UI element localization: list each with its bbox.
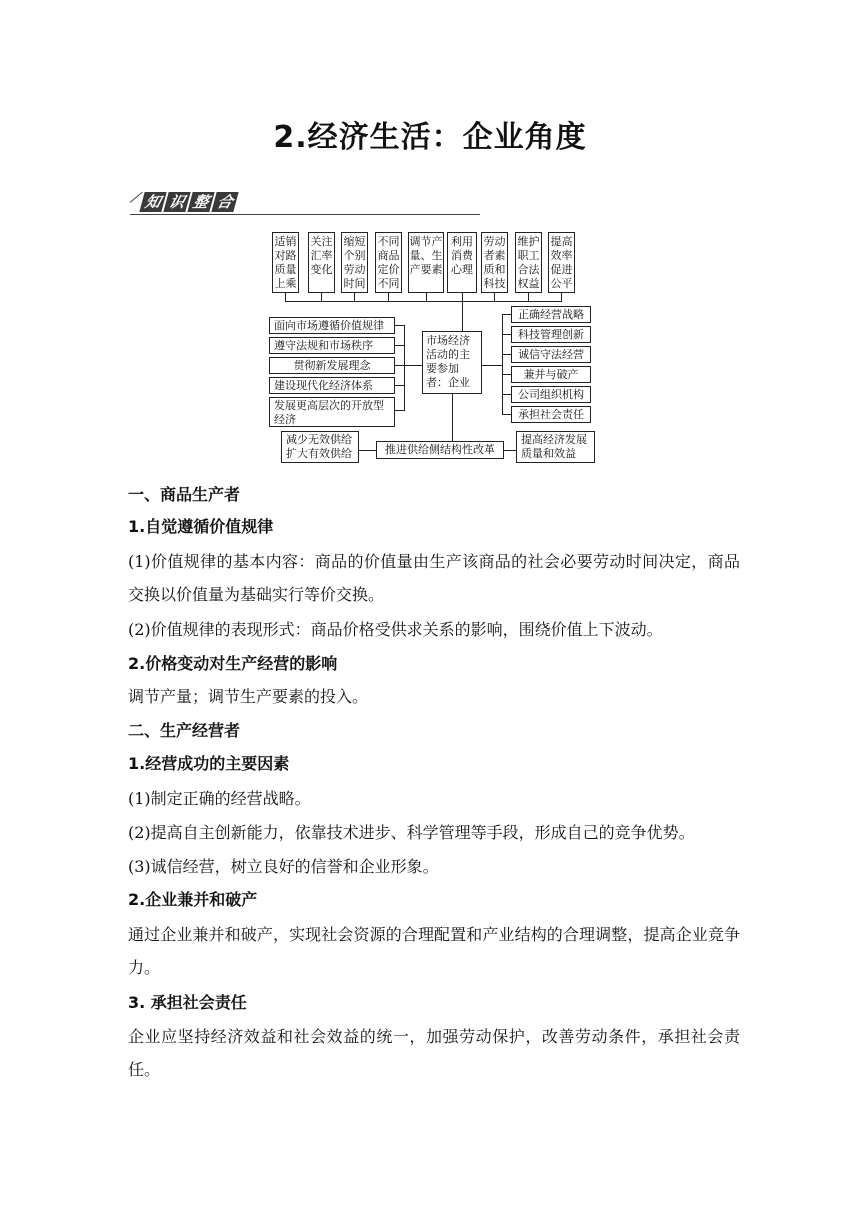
top-box-label: 利用消费心理 <box>451 235 473 276</box>
paragraph: (1)制定正确的经营战略。 <box>128 789 311 808</box>
left-box: 建设现代化经济体系 <box>269 377 395 394</box>
top-box <box>375 232 402 293</box>
top-box-label: 适销对路质量上乘 <box>274 235 297 290</box>
connector <box>395 385 404 386</box>
connector <box>321 293 322 301</box>
connector <box>426 293 427 301</box>
top-box-label: 关注汇率变化 <box>310 235 333 276</box>
right-box: 兼并与破产 <box>511 366 591 383</box>
paragraph: (2)提高自主创新能力，依靠技术进步、科学管理等手段，形成自己的竞争优势。 <box>128 823 695 842</box>
sub-heading: 2.价格变动对生产经营的影响 <box>128 654 338 673</box>
right-box: 诚信守法经营 <box>511 346 591 363</box>
banner-slash <box>130 192 143 203</box>
banner-char: 合 <box>211 192 238 212</box>
section-banner <box>130 190 480 218</box>
connector <box>404 325 405 411</box>
connector <box>561 293 562 301</box>
banner-tag <box>142 192 238 214</box>
top-box-label: 提高效率促进公平 <box>550 235 573 290</box>
connector <box>395 325 404 326</box>
connector <box>462 293 463 331</box>
connector <box>502 314 503 415</box>
right-box: 公司组织机构 <box>511 386 591 403</box>
banner-char: 整 <box>187 192 214 212</box>
paragraph: 企业应坚持经济效益和社会效益的统一，加强劳动保护，改善劳动条件，承担社会责任。 <box>128 1027 740 1079</box>
connector <box>502 414 511 415</box>
connector <box>494 293 495 301</box>
sub-heading: 1.经营成功的主要因素 <box>128 754 290 773</box>
connector <box>482 365 502 366</box>
sub-heading: 3. 承担社会责任 <box>128 993 247 1012</box>
connector <box>395 410 404 411</box>
connector <box>504 450 516 451</box>
connector <box>528 293 529 301</box>
left-box: 发展更高层次的开放型经济 <box>269 397 395 427</box>
top-box-label: 缩短个别劳动时间 <box>343 235 366 290</box>
left-box: 面向市场遵循价值规律 <box>269 317 395 334</box>
top-box <box>308 232 335 293</box>
bottom-right-box: 提高经济发展质量和效益 <box>516 431 595 463</box>
section-heading: 一、商品生产者 <box>128 485 241 504</box>
top-box <box>515 232 542 293</box>
top-box <box>548 232 575 293</box>
section-heading: 二、生产经营者 <box>128 721 241 740</box>
connector <box>354 293 355 301</box>
left-box: 遵守法规和市场秩序 <box>269 337 395 354</box>
top-box-label: 劳动者素质和科技 <box>483 235 506 290</box>
connector <box>502 314 511 315</box>
connector <box>502 394 511 395</box>
top-box-label: 不同商品定价不同 <box>377 235 400 290</box>
connector <box>285 301 562 302</box>
paragraph: (1)价值规律的基本内容：商品的价值量由生产该商品的社会必要劳动时间决定，商品交换以价值量为基础实行等价交换。 <box>128 552 740 604</box>
top-box <box>447 232 477 293</box>
bottom-left-box: 减少无效供给扩大有效供给 <box>281 431 359 463</box>
right-box: 承担社会责任 <box>511 406 591 423</box>
banner-char: 识 <box>163 192 190 212</box>
top-box-label: 调节产量、生产要素 <box>409 235 443 276</box>
center-box: 市场经济活动的主要参加者：企业 <box>422 331 482 394</box>
connector <box>452 394 453 441</box>
connector <box>359 450 376 451</box>
connector <box>388 293 389 301</box>
connector <box>502 374 511 375</box>
connector <box>285 293 286 301</box>
banner-rule <box>130 214 480 215</box>
connector <box>502 354 511 355</box>
top-box <box>481 232 508 293</box>
sub-heading: 1.自觉遵循价值规律 <box>128 517 274 536</box>
concept-diagram <box>260 228 600 468</box>
paragraph: 调节产量；调节生产要素的投入。 <box>128 687 369 706</box>
page-title: 2.经济生活：企业角度 <box>273 120 587 155</box>
bottom-center-box: 推进供给侧结构性改革 <box>376 441 504 459</box>
paragraph: (2)价值规律的表现形式：商品价格受供求关系的影响，围绕价值上下波动。 <box>128 620 663 639</box>
connector <box>502 334 511 335</box>
top-box <box>341 232 368 293</box>
top-box <box>272 232 299 293</box>
right-box: 科技管理创新 <box>511 326 591 343</box>
top-box-label: 维护职工合法权益 <box>517 235 540 290</box>
sub-heading: 2.企业兼并和破产 <box>128 890 258 909</box>
paragraph: 通过企业兼并和破产，实现社会资源的合理配置和产业结构的合理调整，提高企业竞争力。 <box>128 925 740 977</box>
paragraph: (3)诚信经营，树立良好的信誉和企业形象。 <box>128 857 439 876</box>
left-box: 贯彻新发展理念 <box>269 357 395 374</box>
connector <box>395 345 404 346</box>
banner-char: 知 <box>139 192 166 212</box>
top-box <box>408 232 444 293</box>
right-box: 正确经营战略 <box>511 306 591 323</box>
connector <box>395 365 422 366</box>
